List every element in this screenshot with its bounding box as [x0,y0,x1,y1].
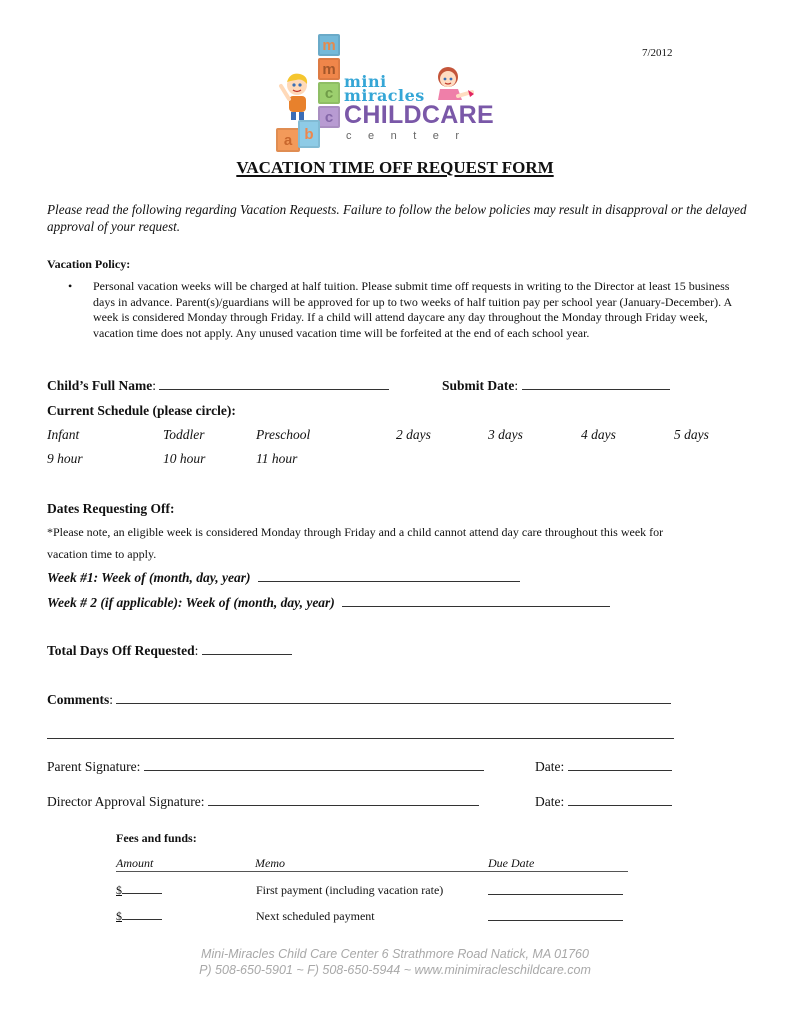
fees-row-1-due-date-field[interactable] [488,894,623,895]
fees-row-2-amount[interactable] [116,909,162,924]
logo-text-mini: mini miracles [344,72,425,105]
total-days-row [47,643,292,659]
form-version-date: 7/2012 [642,47,673,59]
director-date-label: Date: [535,794,565,809]
letter-block: m [318,58,340,80]
submit-date-label: Submit Date [442,378,515,393]
week1-field[interactable] [258,570,520,582]
column-header-due-date: Due Date [488,856,535,870]
total-days-field[interactable] [202,643,292,655]
fees-row-1-amount[interactable] [116,883,162,898]
schedule-option-10-hour[interactable]: 10 hour [163,451,206,466]
dates-off-heading: Dates Requesting Off: [47,501,175,516]
total-days-label: Total Days Off Requested [47,643,195,658]
policy-heading: Vacation Policy: [47,257,131,271]
letter-block: a [276,128,300,152]
comments-field[interactable] [116,692,671,704]
director-signature-label: Director Approval Signature: [47,794,205,809]
schedule-option-4-days[interactable]: 4 days [581,427,616,442]
letter-block: m [318,34,340,56]
boy-character-icon [278,72,314,124]
logo-text-childcare: CHILDCARE [344,101,494,129]
letter-block: b [298,120,320,148]
intro-paragraph: Please read the following regarding Vacation Requests. Failure to follow the below policies may result in disapproval or the delayed approval of your request. [47,202,747,234]
amount-field[interactable]: $ [116,883,122,897]
child-name-label: Child’s Full Name [47,378,153,393]
dates-off-note-cont: vacation time to apply. [47,547,157,561]
parent-signature-label: Parent Signature: [47,759,141,774]
week1-label: Week #1: Week of (month, day, year) [47,570,251,585]
schedule-option-3-days[interactable]: 3 days [488,427,523,442]
child-name-row [47,378,389,394]
director-signature-row [47,794,479,810]
submit-date-row [442,378,670,394]
parent-signature-field[interactable] [144,759,484,771]
schedule-option-9-hour[interactable]: 9 hour [47,451,83,466]
fees-row-2-due-date-field[interactable] [488,920,623,921]
week1-row [47,570,520,586]
amount-field[interactable]: $ [116,909,122,923]
footer-contact: P) 508-650-5901 ~ F) 508-650-5944 ~ www.minimiracleschildcare.com [199,963,591,977]
column-header-memo: Memo [255,856,285,870]
comments-row [47,692,671,708]
schedule-option-toddler[interactable]: Toddler [163,427,205,442]
child-name-field[interactable] [159,378,389,390]
parent-date-field[interactable] [568,759,672,771]
schedule-option-5-days[interactable]: 5 days [674,427,709,442]
childcare-logo [272,28,522,156]
footer-address: Mini-Miracles Child Care Center 6 Strathmore Road Natick, MA 01760 [201,947,589,961]
letter-block: c [318,106,340,128]
parent-signature-row [47,759,484,775]
fees-heading: Fees and funds: [116,831,197,845]
week2-row [47,595,610,611]
logo-text-center: center [346,130,476,142]
form-title: VACATION TIME OFF REQUEST FORM [236,158,554,177]
schedule-option-2-days[interactable]: 2 days [396,427,431,442]
week2-label: Week # 2 (if applicable): Week of (month, day, year) [47,595,335,610]
bullet-icon: • [68,279,73,293]
schedule-option-11-hour[interactable]: 11 hour [256,451,298,466]
amount-line[interactable] [122,910,162,920]
parent-date-row [535,759,672,775]
schedule-option-infant[interactable]: Infant [47,427,80,442]
column-header-amount: Amount [116,856,154,870]
colon: : [194,643,199,658]
colon: : [152,378,157,393]
colon: : [514,378,519,393]
week2-field[interactable] [342,595,610,607]
policy-text: Personal vacation weeks will be charged at half tuition. Please submit time off requests in writing to the Director at least 15 business days in advance. Parent(s)/guardians will be approved for up to two weeks of half tuition pay per school year (January-December). A week is considered Monday through Friday. If a child will attend daycare any day throughout the Monday through Friday week, vacation time does not apply. Any unused vacation time will be forfeited at the end of each school year. [93,279,732,340]
amount-line[interactable] [122,884,162,894]
fees-table-header [116,856,628,872]
dates-off-note: *Please note, an eligible week is considered Monday through Friday and a child cannot attend day care throughout this week for [47,525,664,539]
director-signature-field[interactable] [208,794,479,806]
comments-field-line-2[interactable] [47,738,674,739]
comments-label: Comments [47,692,110,707]
director-date-field[interactable] [568,794,672,806]
colon: : [109,692,114,707]
letter-block: c [318,82,340,104]
submit-date-field[interactable] [522,378,670,390]
schedule-heading: Current Schedule (please circle): [47,403,236,418]
fees-row-1-memo: First payment (including vacation rate) [256,883,444,897]
director-date-row [535,794,672,810]
schedule-option-preschool[interactable]: Preschool [256,427,311,442]
parent-date-label: Date: [535,759,565,774]
fees-row-2-memo: Next scheduled payment [256,909,375,923]
